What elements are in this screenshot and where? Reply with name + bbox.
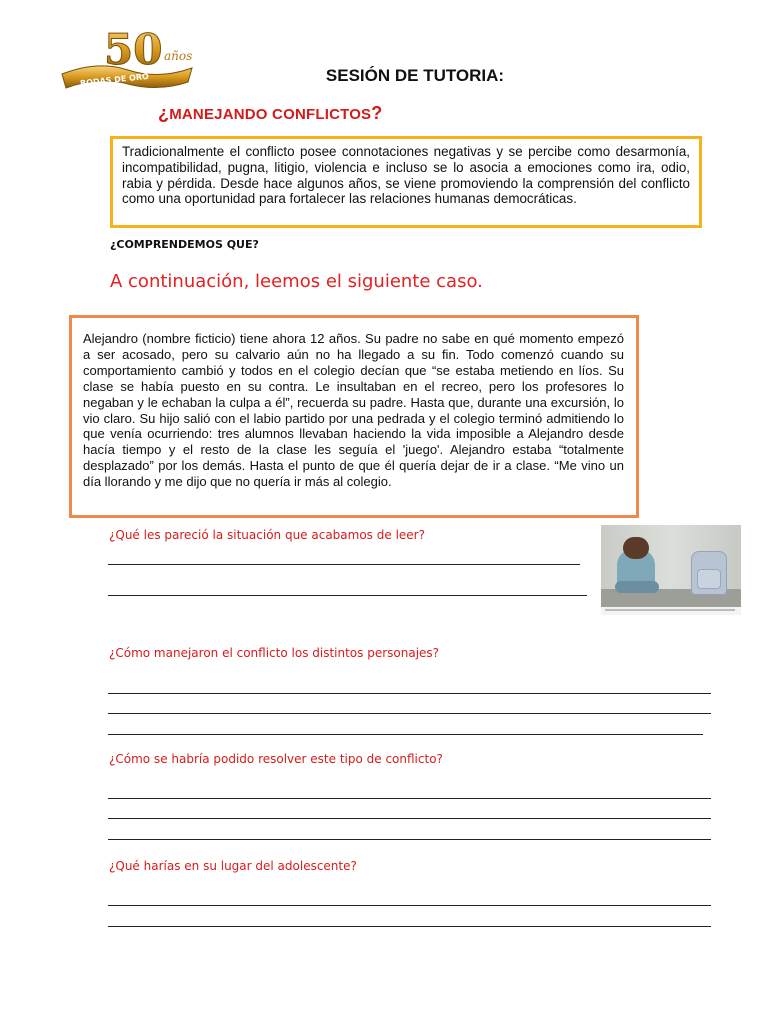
answer-line[interactable] xyxy=(108,713,711,714)
bullying-photo xyxy=(601,525,741,615)
question-4: ¿Qué harías en su lugar del adolescente? xyxy=(109,859,357,873)
subtitle-open-mark: ¿ xyxy=(158,103,170,123)
answer-line[interactable] xyxy=(108,818,711,819)
answer-line[interactable] xyxy=(108,564,580,565)
lesson-subtitle xyxy=(158,103,382,124)
answer-line[interactable] xyxy=(108,905,711,906)
answer-line[interactable] xyxy=(108,798,711,799)
lead-text: A continuación, leemos el siguiente caso. xyxy=(110,271,483,292)
svg-text:50: 50 xyxy=(104,25,163,74)
answer-line[interactable] xyxy=(108,734,703,735)
intro-box: Tradicionalmente el conflicto posee connotaciones negativas y se percibe como desarmonía, incompatibilidad, pugna, litigio, violencia e incluso se lo asocia a emociones como ira, odio, rabia y pérdida. Desde hace algunos años, se viene promoviendo la comprensión del conflicto como una oportunidad para fortalecer las relaciones humanas democráticas. xyxy=(110,136,702,228)
bodas-de-oro-logo xyxy=(58,22,198,100)
svg-text:años: años xyxy=(164,49,193,63)
subtitle-close-mark: ? xyxy=(371,103,383,123)
page-title: SESIÓN DE TUTORIA: xyxy=(325,66,505,85)
question-2: ¿Cómo manejaron el conflicto los distintos personajes? xyxy=(109,646,440,660)
subtitle-text: MANEJANDO CONFLICTOS xyxy=(169,106,372,123)
svg-text:BODAS DE ORO: BODAS DE ORO xyxy=(79,71,150,88)
case-box: Alejandro (nombre ficticio) tiene ahora 12 años. Su padre no sabe en qué momento empezó a ser acosado, pero su calvario aún no ha llegado a su fin. Todo comenzó cuando su comportamiento cambió y todos en el colegio decían que “se estaba metiendo en líos. Su clase se había puesto en su contra. Le insultaban en el recreo, pero los profesores lo negaban y le echaban la culpa a él”, recuerda su padre. Hasta que, durante una excursión, lo vio claro. Su hijo salió con el labio partido por una pedrada y el colegio terminó admitiendo lo que venía ocurriendo: tres alumnos llevaban haciendo la vida imposible a Alejandro desde hacía tiempo y el resto de la clase les seguía el 'juego'. Alejandro estaba “totalmente desplazado” por los demás. Hasta el punto de que él quería dejar de ir a clase. “Me vino un día llorando y me dijo que no quería ir más al colegio. xyxy=(69,315,639,518)
answer-line[interactable] xyxy=(108,595,587,596)
answer-line[interactable] xyxy=(108,839,711,840)
question-1: ¿Qué les pareció la situación que acabamos de leer? xyxy=(109,528,425,542)
question-3: ¿Cómo se habría podido resolver este tipo de conflicto? xyxy=(109,752,443,766)
answer-line[interactable] xyxy=(108,926,711,927)
answer-line[interactable] xyxy=(108,693,711,694)
comprendemos-heading: ¿COMPRENDEMOS QUE? xyxy=(110,238,259,251)
